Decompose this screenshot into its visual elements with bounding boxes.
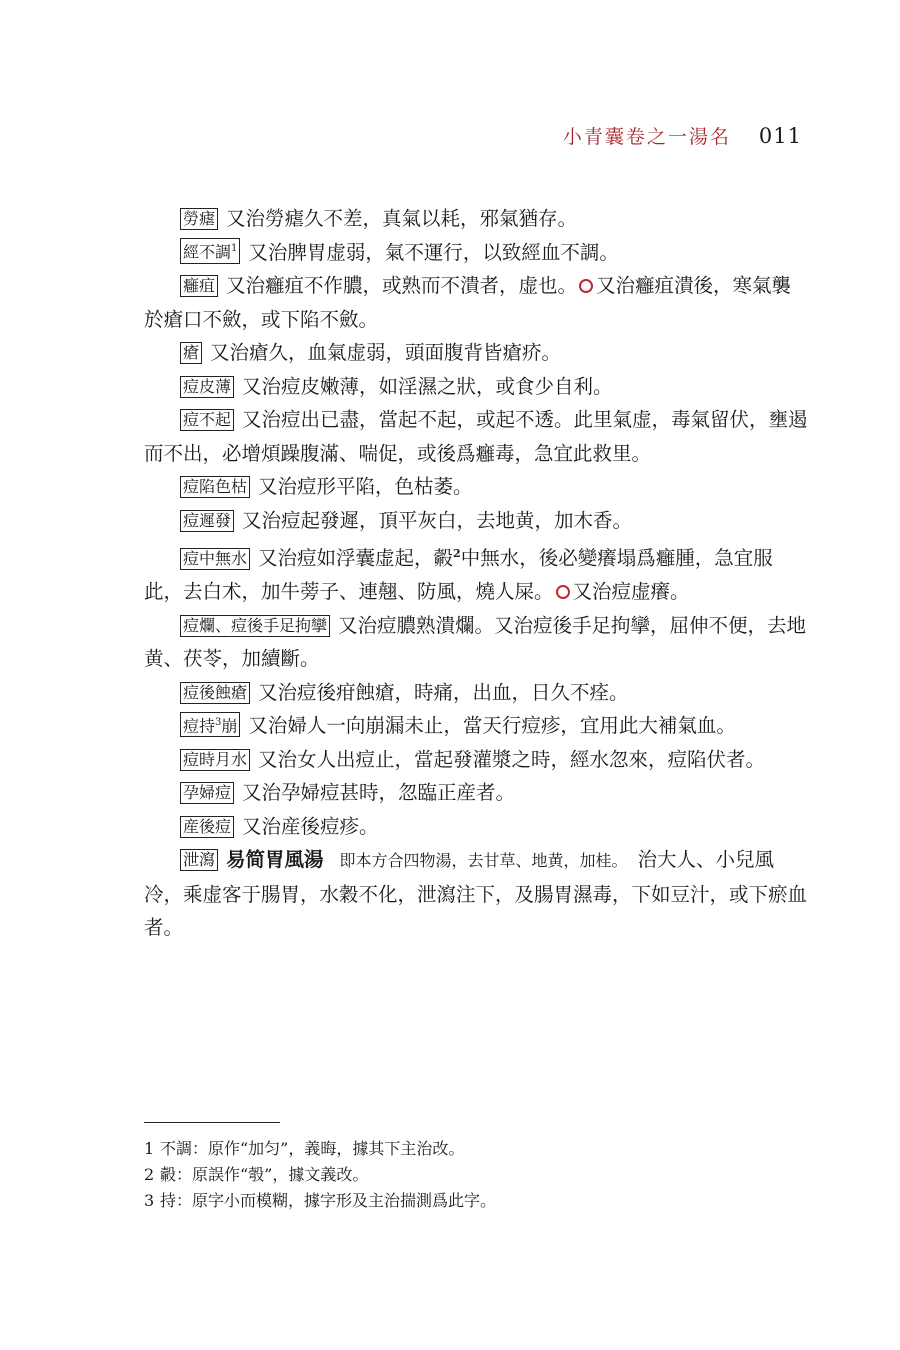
running-head: 小青囊卷之一湯名: [562, 126, 731, 148]
entry-tag: 痘後蝕瘡: [180, 682, 250, 704]
footnote-number: 2: [144, 1165, 155, 1184]
entry-tag: 産後痘: [180, 816, 234, 838]
entry-tag: 瘡: [180, 342, 202, 364]
entry-text: 又治痘形平陷，色枯萎。: [258, 475, 473, 498]
entry-jing-bu-tiao: [144, 236, 808, 270]
entry-yong-ju: [144, 269, 808, 336]
entry-text: 又治痘皮嫩薄，如淫濕之狀，或食少自利。: [242, 374, 613, 398]
entry-chuang: [144, 336, 808, 370]
entry-text: 又治婦人一向崩漏未止，當天行痘疹，宜用此大補氣血。: [248, 714, 736, 737]
prescription-note: 即本方合四物湯，去甘草、地黄，加桂。: [339, 851, 628, 870]
entry-text: 又治痘起發遲，頂平灰白，去地黄，加木香。: [242, 508, 633, 532]
entry-tag: 痘中無水: [180, 548, 250, 570]
footnote-ref[interactable]: 1: [231, 243, 238, 255]
entry-text: 又治癰疽不作膿，或熟而不潰者，虚也。: [226, 274, 578, 297]
entry-tag: 痘不起: [180, 409, 234, 431]
footnotes: [144, 1136, 808, 1214]
entry-text: 又治勞瘧久不差，真氣以耗，邪氣猶存。: [226, 207, 578, 230]
prescription-name: 易简胃風湯: [226, 848, 324, 871]
entry-text: 又治孕婦痘甚時，忽臨正産者。: [242, 781, 516, 804]
entry-tag: 經不調$^1$: [180, 238, 240, 263]
entry-lao-nue: [144, 202, 808, 236]
entry-text-continued: 又治癰疽潰後，寒氣襲於瘡口不斂，或下陷不斂。: [144, 274, 792, 331]
entry-dou-shi-yue-shui: [144, 743, 808, 777]
entry-dou-lan: [144, 609, 808, 676]
entry-tag: 痘爛、痘後手足拘攣: [180, 615, 330, 637]
entry-text: 又治瘡久，血氣虚弱，頭面腹背皆瘡疥。: [210, 341, 562, 364]
annotated-char: 㲉: [433, 546, 454, 570]
entry-tag: 痘時月水: [180, 749, 250, 771]
entry-tag: 勞瘧: [180, 208, 218, 230]
entry-text-continued: 中無水，後必變癢塌爲癰腫，急宜服此，去白术，加牛蒡子、連翹、防風，燒人屎。: [144, 546, 773, 603]
entry-dou-zhong-wu-shui: [144, 537, 808, 609]
footnote-item: [144, 1162, 808, 1188]
main-text: [144, 202, 808, 945]
entry-text: 治大人、小兒風冷，乘虚客于腸胃，水穀不化，泄瀉注下，及腸胃濕毒，下如豆汁，或下瘀血者。: [144, 848, 808, 939]
entry-text: 又治痘後疳蝕瘡，時痛，出血，日久不痊。: [258, 680, 629, 704]
footnote-item: [144, 1188, 808, 1214]
entry-text: 又治痘膿熟潰爛。又治痘後手足拘攣，屈伸不便，去地黄、茯苓，加續斷。: [144, 613, 807, 670]
entry-dou-hou-shi-chuang: [144, 676, 808, 710]
footnote-text: 㲉：原誤作“彀”，據文義改。: [160, 1165, 369, 1184]
entry-text: 又治女人出痘止，當起發灌漿之時，經水忽來，痘陷伏者。: [258, 747, 766, 771]
entry-tag: 痘陷色枯: [180, 476, 250, 498]
entry-tag: 癰疽: [180, 275, 218, 297]
circle-marker-icon: [556, 585, 570, 599]
entry-yun-fu-dou: [144, 776, 808, 810]
footnote-ref[interactable]: 2: [453, 547, 461, 560]
footnote-number: 1: [144, 1139, 155, 1158]
footnote-text: 持：原字小而模糊，據字形及主治揣測爲此字。: [160, 1191, 497, 1210]
entry-tag: 痘持$^3$崩: [180, 712, 240, 737]
footnote-text: 不調：原作“加匀”，義晦，據其下主治改。: [160, 1139, 465, 1158]
footnote-ref[interactable]: 3: [215, 716, 222, 728]
entry-text: 又治産後痘疹。: [242, 814, 379, 838]
entry-text: 又治痘如浮囊虚起，: [258, 546, 434, 570]
entry-text: 又治痘出已盡，當起不起，或起不透。此里氣虚，毒氣留伏，壅遏而不出，必增煩躁腹滿、喘促，或後爲癰毒，急宜此救里。: [144, 408, 808, 465]
footnote-divider: [144, 1122, 280, 1123]
entry-xie-xie: [144, 843, 808, 945]
footnote-number: 3: [144, 1191, 155, 1210]
entry-dou-xian-se-ku: [144, 470, 808, 504]
page-header: [563, 122, 802, 149]
page-number: 011: [758, 124, 802, 148]
entry-tag: 痘皮薄: [180, 376, 234, 398]
entry-tag: 泄瀉: [180, 849, 218, 871]
footnote-item: [144, 1136, 808, 1162]
entry-text-additional: 又治痘虚癢。: [572, 580, 690, 603]
entry-dou-chi-beng: [144, 709, 808, 743]
entry-text: 又治脾胃虚弱，氣不運行，以致經血不調。: [248, 240, 619, 264]
entry-tag: 痘遲發: [180, 510, 234, 532]
entry-dou-bu-qi: [144, 403, 808, 470]
entry-tag: 孕婦痘: [180, 782, 234, 804]
entry-chan-hou-dou: [144, 810, 808, 844]
circle-marker-icon: [579, 279, 593, 293]
entry-dou-chi-fa: [144, 504, 808, 538]
entry-dou-pi-bao: [144, 370, 808, 404]
